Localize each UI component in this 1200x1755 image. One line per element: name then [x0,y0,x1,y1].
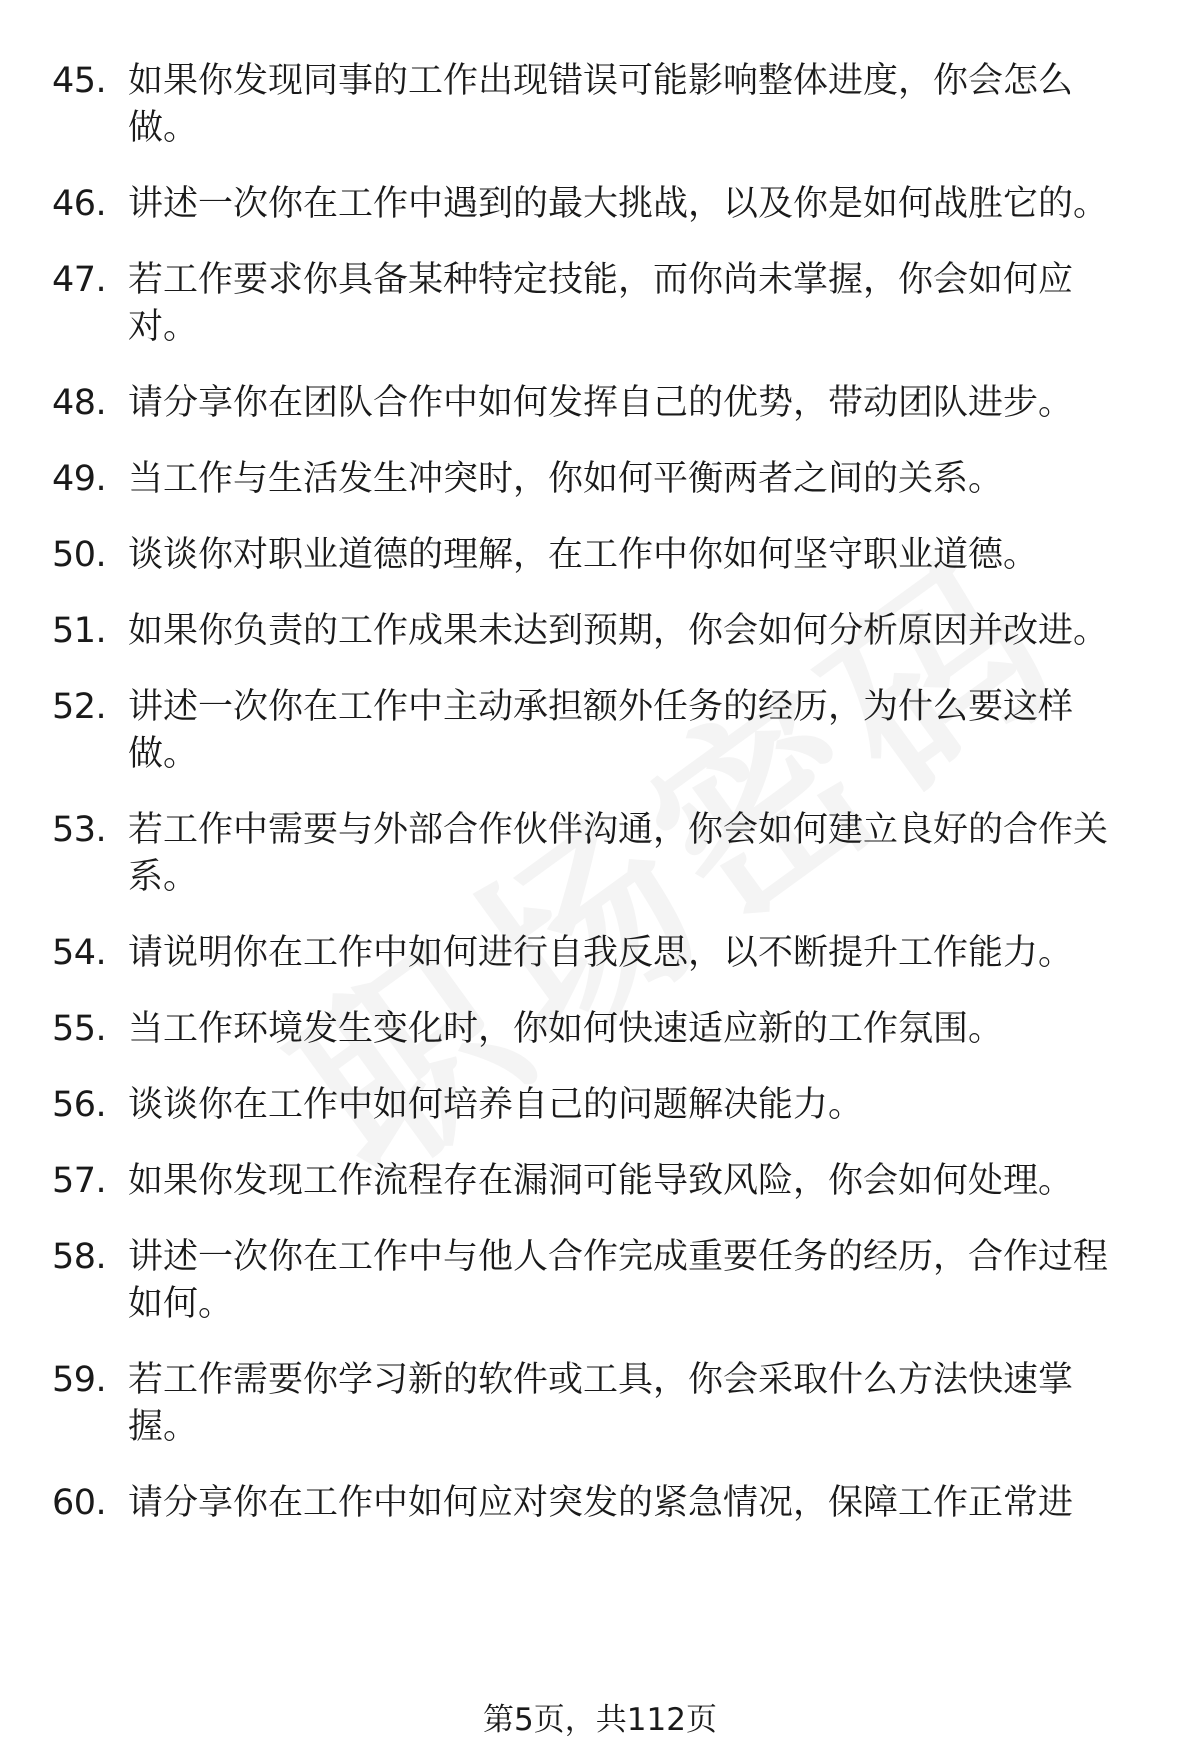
list-item [52,1082,1152,1129]
question-number: 56. [52,1085,107,1125]
question-text: 谈谈你在工作中如何培养自己的问题解决能力。 [128,1085,864,1125]
question-number: 60. [52,1483,107,1523]
list-item [52,1234,1152,1328]
question-text: 请分享你在工作中如何应对突发的紧急情况，保障工作正常进 [128,1483,1074,1523]
question-number: 51. [52,611,107,651]
question-number: 52. [52,687,107,727]
question-number: 54. [52,933,107,973]
list-item [52,1158,1152,1205]
question-text: 当工作环境发生变化时，你如何快速适应新的工作氛围。 [128,1009,1004,1049]
question-text: 请分享你在团队合作中如何发挥自己的优势，带动团队进步。 [128,383,1074,423]
question-text: 讲述一次你在工作中遇到的最大挑战，以及你是如何战胜它的。 [128,184,1109,224]
list-item [52,58,1152,152]
question-number: 59. [52,1360,107,1400]
page-number-footer: 第5页，共112页 [483,1702,717,1738]
list-item [52,532,1152,579]
list-item [52,930,1152,977]
question-text: 若工作中需要与外部合作伙伴沟通，你会如何建立良好的合作关系。 [128,810,1109,897]
question-number: 53. [52,810,107,850]
question-text: 若工作要求你具备某种特定技能，而你尚未掌握，你会如何应对。 [128,260,1074,347]
question-number: 46. [52,184,107,224]
question-number: 45. [52,61,107,101]
question-text: 请说明你在工作中如何进行自我反思，以不断提升工作能力。 [128,933,1074,973]
question-number: 48. [52,383,107,423]
question-text: 如果你发现同事的工作出现错误可能影响整体进度，你会怎么做。 [128,61,1074,148]
list-item [52,608,1152,655]
question-text: 如果你发现工作流程存在漏洞可能导致风险，你会如何处理。 [128,1161,1074,1201]
question-number: 58. [52,1237,107,1277]
question-number: 57. [52,1161,107,1201]
list-item [52,181,1152,228]
question-text: 讲述一次你在工作中与他人合作完成重要任务的经历，合作过程如何。 [128,1237,1109,1324]
list-item [52,257,1152,351]
list-item [52,684,1152,778]
question-text: 谈谈你对职业道德的理解，在工作中你如何坚守职业道德。 [128,535,1039,575]
question-text: 若工作需要你学习新的软件或工具，你会采取什么方法快速掌握。 [128,1360,1074,1447]
list-item [52,1357,1152,1451]
list-item [52,1006,1152,1053]
list-item [52,456,1152,503]
question-text: 讲述一次你在工作中主动承担额外任务的经历，为什么要这样做。 [128,687,1074,774]
question-list [52,58,1152,1556]
question-number: 55. [52,1009,107,1049]
question-text: 当工作与生活发生冲突时，你如何平衡两者之间的关系。 [128,459,1004,499]
question-text: 如果你负责的工作成果未达到预期，你会如何分析原因并改进。 [128,611,1109,651]
list-item [52,807,1152,901]
question-number: 49. [52,459,107,499]
question-number: 50. [52,535,107,575]
question-number: 47. [52,260,107,300]
list-item [52,1480,1152,1527]
list-item [52,380,1152,427]
